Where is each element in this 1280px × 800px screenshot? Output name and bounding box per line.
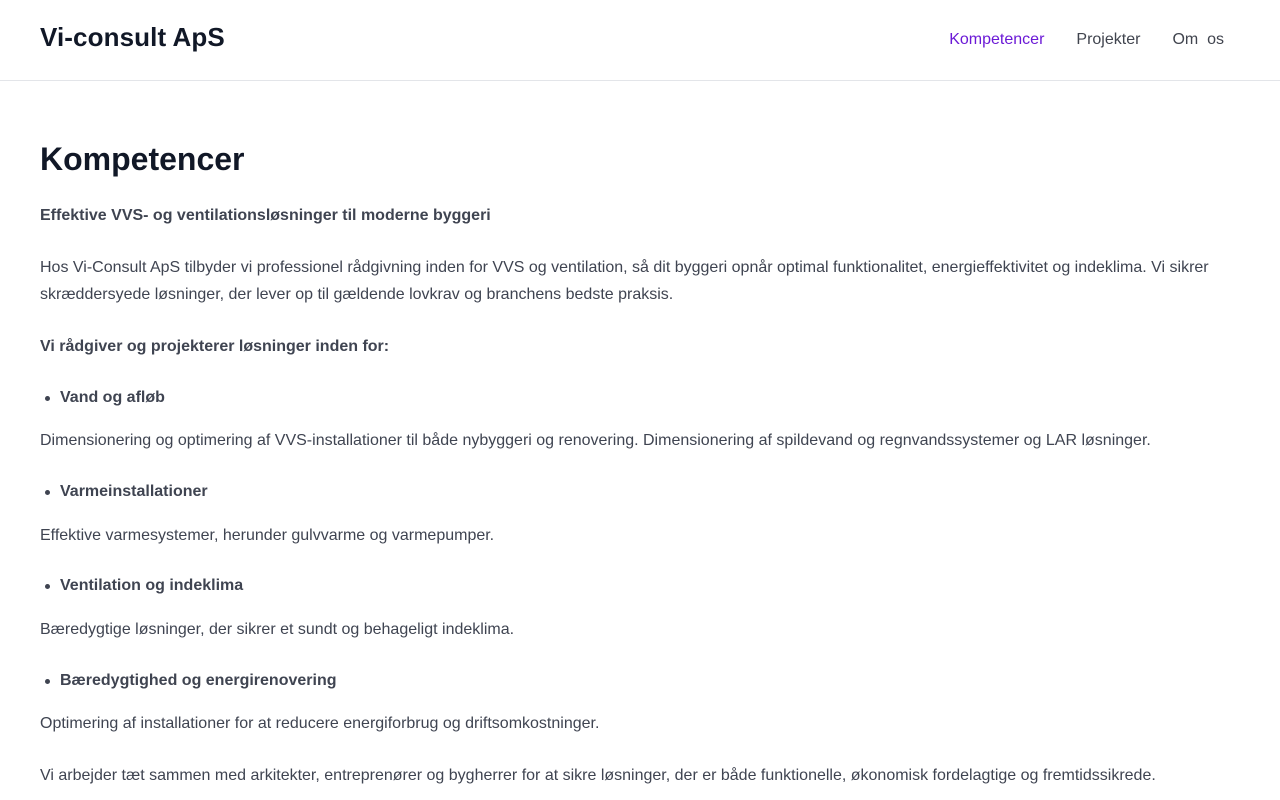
intro-paragraph: Hos Vi-Consult ApS tilbyder vi professionel rådgivning inden for VVS og ventilation, så dit byggeri opnår optimal funktionalitet, energieffektivitet og indeklima. Vi sikrer skræddersyede løsninger, der lever op til gældende lovkrav og branchens bedste praksis. bbox=[40, 259, 1209, 303]
main-nav bbox=[949, 30, 1224, 50]
list-item-title: Bæredygtighed og energirenovering bbox=[40, 670, 336, 692]
page-title: Kompetencer bbox=[40, 141, 245, 177]
list-item-description: Optimering af installationer for at reducere energiforbrug og driftsomkostninger. bbox=[40, 715, 600, 732]
list-item-description: Effektive varmesystemer, herunder gulvvarme og varmepumper. bbox=[40, 527, 495, 544]
site-header bbox=[0, 0, 1280, 81]
closing-paragraph: Vi arbejder tæt sammen med arkitekter, entreprenører og bygherrer for at sikre løsninger, der er både funktionelle, økonomisk fordelagtige og fremtidssikrede. bbox=[40, 767, 1156, 784]
nav-link-kompetencer[interactable]: Kompetencer bbox=[949, 31, 1045, 48]
list-item-title: Varmeinstallationer bbox=[40, 481, 208, 503]
nav-link-projekter[interactable]: Projekter bbox=[1076, 31, 1141, 48]
list-heading: Vi rådgiver og projekterer løsninger inden for: bbox=[40, 338, 390, 355]
list-item-description: Bæredygtige løsninger, der sikrer et sundt og behageligt indeklima. bbox=[40, 621, 515, 638]
list-item-title: Ventilation og indeklima bbox=[40, 575, 243, 597]
list-item-description: Dimensionering og optimering af VVS-installationer til både nybyggeri og renovering. Dimensionering af spildevand og regnvandssystemer og LAR løsninger. bbox=[40, 432, 1151, 449]
brand-logo-link[interactable]: Vi-consult ApS bbox=[40, 22, 225, 52]
nav-link-om-os[interactable]: Om os bbox=[1172, 31, 1224, 48]
page-subtitle: Effektive VVS- og ventilationsløsninger til moderne byggeri bbox=[40, 207, 491, 224]
list-item-title: Vand og afløb bbox=[40, 387, 165, 409]
